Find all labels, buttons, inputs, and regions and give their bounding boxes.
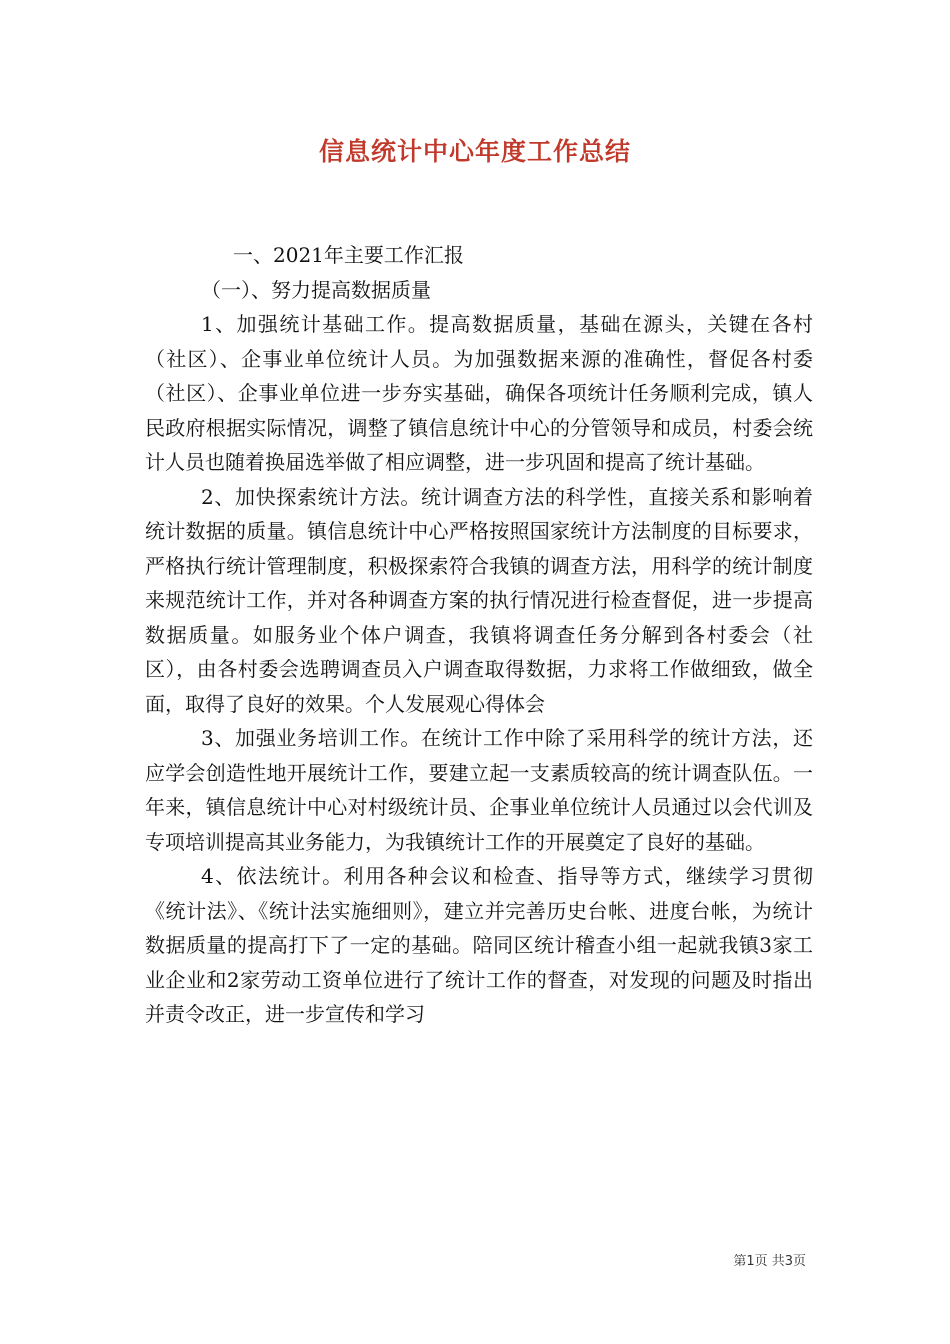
page-number: 第1页 共3页 [733,1254,806,1269]
section-heading: 一、2021年主要工作汇报 [233,243,464,267]
subsection-heading: （一）、努力提高数据质量 [201,277,431,302]
paragraph-4: 4、依法统计。利用各种会议和检查、指导等方式，继续学习贯彻《统计法》、《统计法实施细则》，建立并完善历史台帐、进度台帐，为统计数据质量的提高打下了一定的基础。陪同区统计稽查小组一起就我镇3家工业企业和2家劳动工资单位进行了统计工作的督查，对发现的问题及时指出并责令改正，进一步宣传和学习 [145,864,813,1026]
paragraph-2: 2、加快探索统计方法。统计调查方法的科学性，直接关系和影响着统计数据的质量。镇信息统计中心严格按照国家统计方法制度的目标要求，严格执行统计管理制度，积极探索符合我镇的调查方法，用科学的统计制度来规范统计工作，并对各种调查方案的执行情况进行检查督促，进一步提高数据质量。如服务业个体户调查，我镇将调查任务分解到各村委会（社区），由各村委会选聘调查员入户调查取得数据，力求将工作做细致，做全面，取得了良好的效果。个人发展观心得体会 [145,484,813,716]
paragraph-3: 3、加强业务培训工作。在统计工作中除了采用科学的统计方法，还应学会创造性地开展统计工作，要建立起一支素质较高的统计调查队伍。一年来，镇信息统计中心对村级统计员、企事业单位统计人员通过以会代训及专项培训提高其业务能力，为我镇统计工作的开展奠定了良好的基础。 [145,726,813,854]
paragraph-1: 1、加强统计基础工作。提高数据质量，基础在源头，关键在各村（社区）、企事业单位统计人员。为加强数据来源的准确性，督促各村委（社区）、企事业单位进一步夯实基础，确保各项统计任务顺利完成，镇人民政府根据实际情况，调整了镇信息统计中心的分管领导和成员，村委会统计人员也随着换届选举做了相应调整，进一步巩固和提高了统计基础。 [145,312,813,474]
document-title: 信息统计中心年度工作总结 [318,137,631,166]
document-body [145,238,813,1032]
